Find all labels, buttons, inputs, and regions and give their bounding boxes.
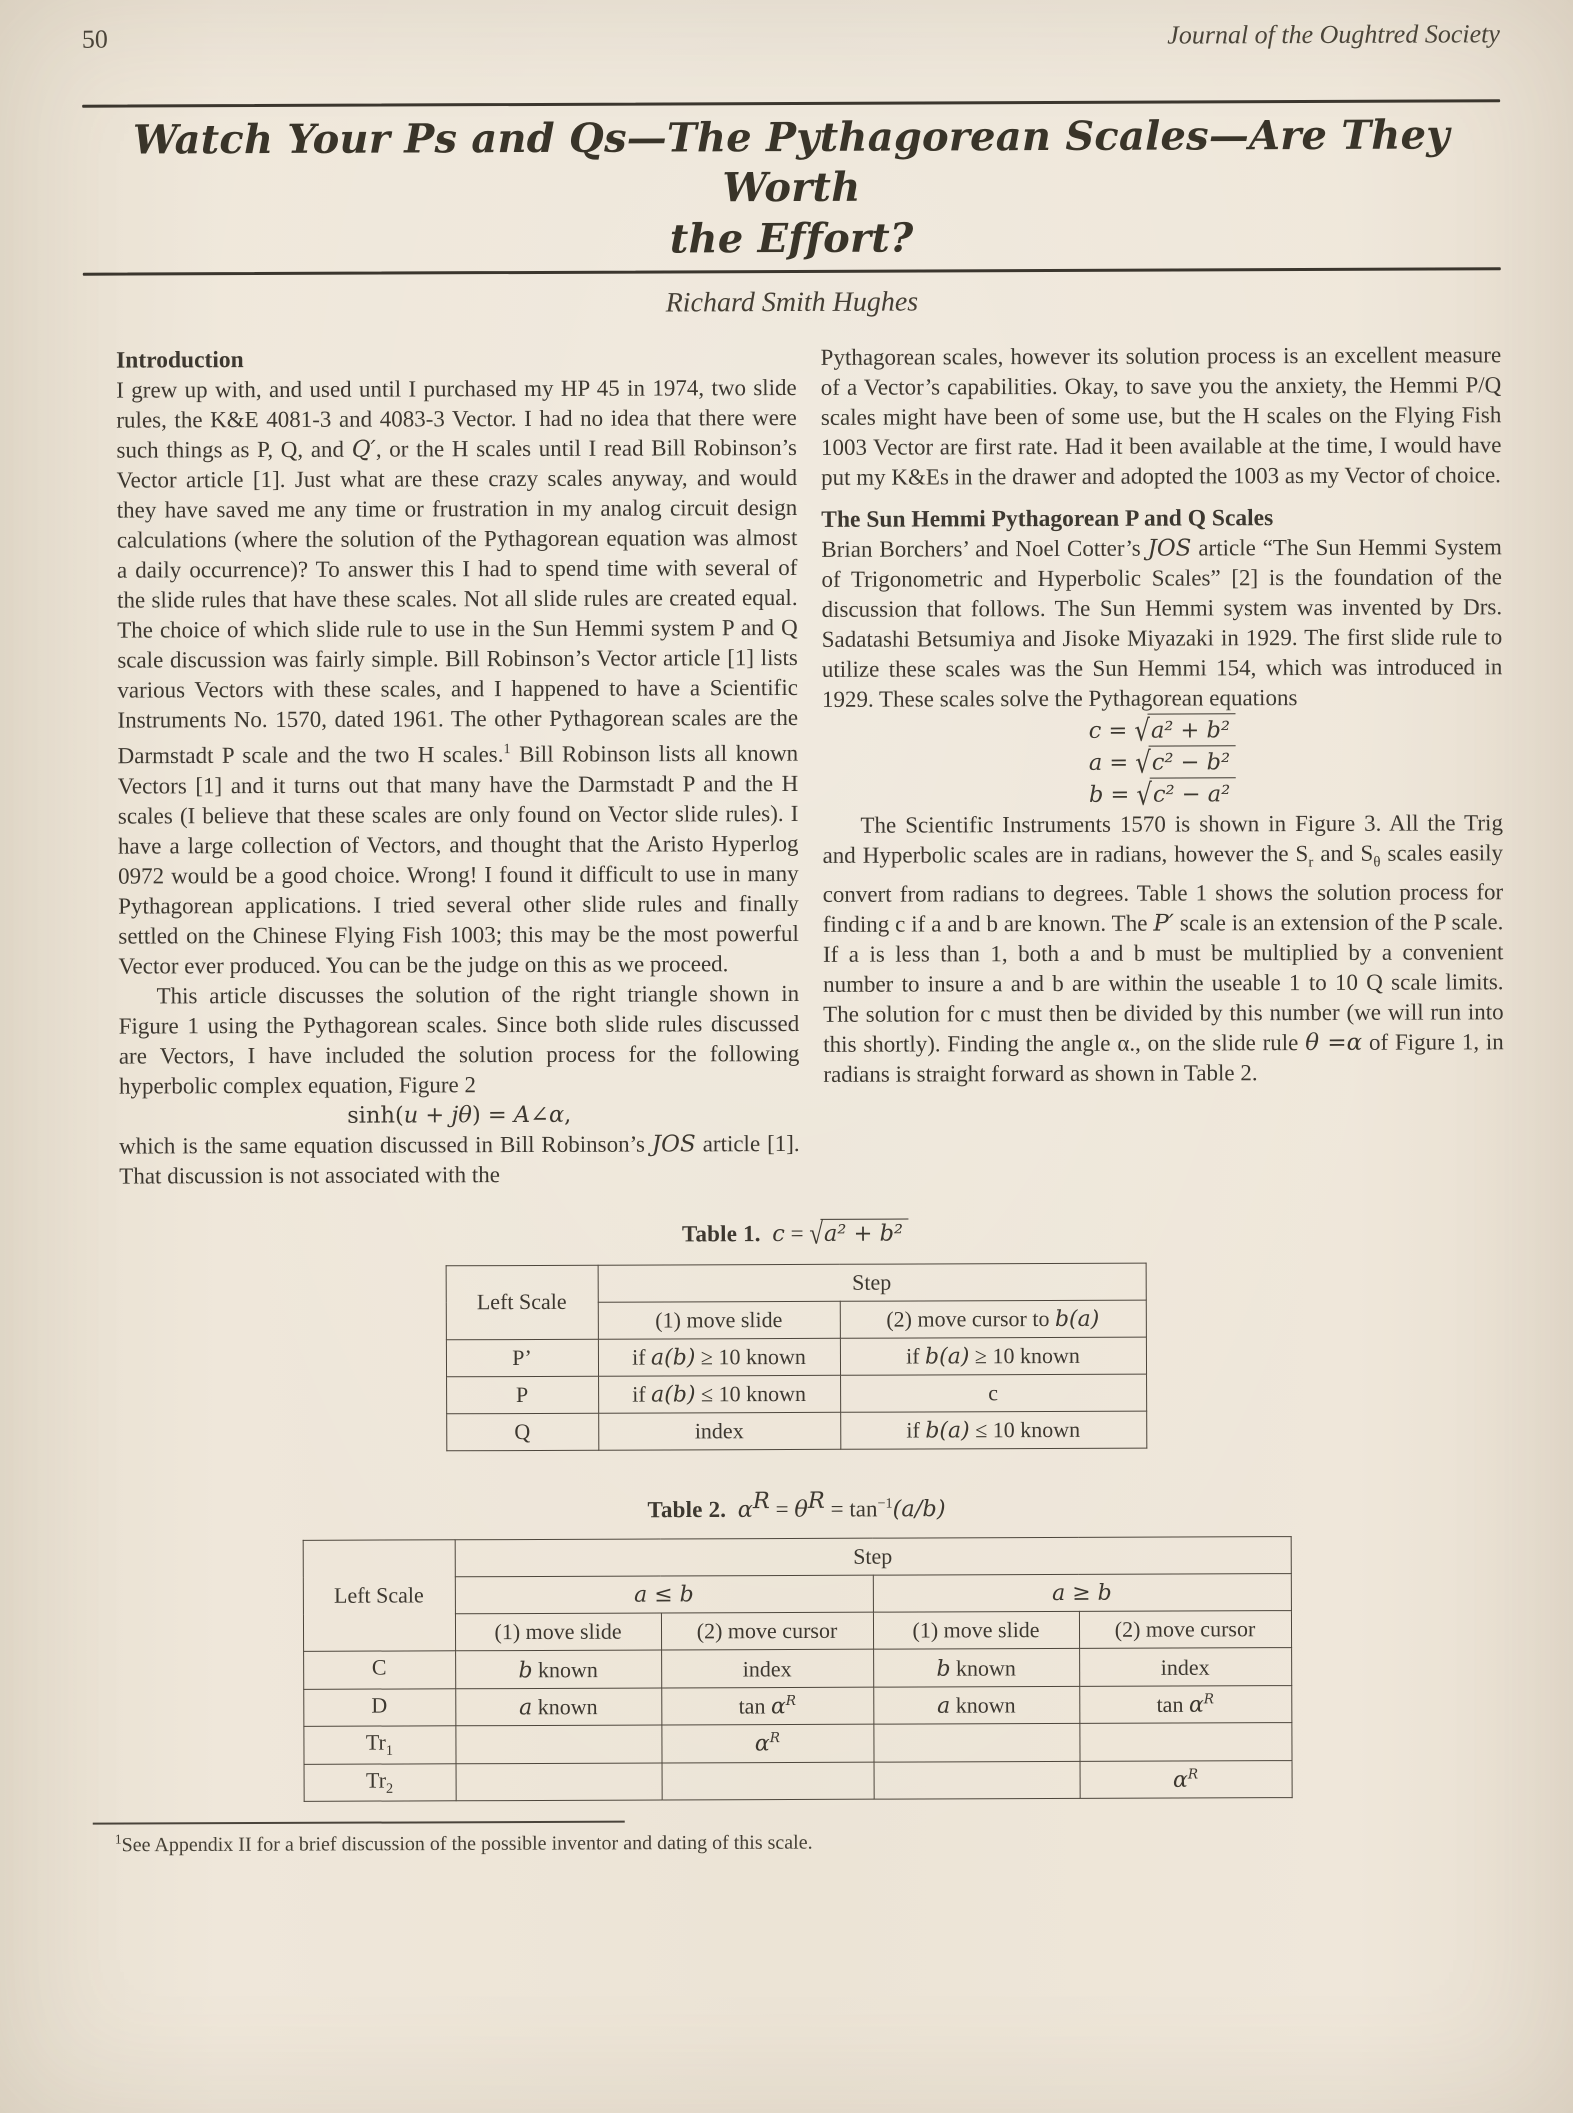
math-var-p-prime: P′	[1153, 910, 1175, 937]
table-cell-scale: $Tr_1$	[303, 1726, 455, 1764]
table-cell: index	[661, 1650, 873, 1688]
table-cell-scale: P’	[446, 1339, 598, 1377]
journal-abbrev: JOS	[1147, 535, 1192, 562]
table2-block	[87, 1485, 1506, 1803]
title-line-2: the Effort?	[669, 214, 914, 263]
math-var: α	[737, 1496, 753, 1523]
display-equation-sinh	[119, 1099, 800, 1132]
table2-step-header: Step	[455, 1537, 1291, 1577]
table2-caption	[87, 1485, 1505, 1525]
footnote-reference: 1	[503, 741, 511, 758]
subscript-theta: θ	[1373, 854, 1381, 871]
text-segment: scale is an extension of the P scale. If a is less than 1, both a and b must be multiplied by a convenient number to insure a and b are within the useable 1 to 10 Q scale limits. The solution for c must then be divided by this number (we will run into this shortly). Finding the angle α., on the slide rule	[822, 909, 1504, 1057]
right-column	[821, 340, 1505, 1188]
square-root	[1135, 744, 1236, 781]
equation-segment: ) =	[471, 1101, 514, 1129]
math-var: u + jθ	[403, 1102, 472, 1129]
text-segment: Brian Borchers’ and Noel Cotter’s	[821, 535, 1148, 563]
square-root	[1134, 712, 1236, 749]
footnote-text: See Appendix II for a brief discussion of the possible inventor and dating of this scale.	[121, 1831, 813, 1857]
continuation-paragraph: Pythagorean scales, however its solution process is an excellent measure of a Vector’s capabilities. Okay, to save you the anxiety, the Hemmi P/Q scales might have been of some use, but the H scales on the Flying Fish 1003 Vector are first rate. Had it been available at the time, I would have put my K&Es in the drawer and adopted the 1003 as my Vector of choice.	[820, 342, 1502, 491]
table1-caption	[86, 1216, 1504, 1250]
table-cell	[873, 1724, 1079, 1762]
table2-subheader: (2) move cursor	[661, 1613, 873, 1651]
table-row	[303, 1537, 1291, 1578]
equation-segment: = tan	[824, 1496, 878, 1522]
equals-sign: =	[1101, 717, 1135, 744]
table1-corner-header: Left Scale	[446, 1265, 598, 1340]
radicand: c² − a²	[1150, 777, 1236, 809]
table-cell: $\alpha^R$	[1080, 1760, 1292, 1798]
table1-subheader-move-slide: (1) move slide	[598, 1301, 840, 1339]
text-segment: (2) move cursor to	[886, 1305, 1055, 1332]
text-segment: article “The Sun Hemmi System of Trigonometric and Hyperbolic Scales” [2] is the foundation of the discussion that follows. The Sun Hemmi system was invented by Drs. Sadatashi Betsumiya and Jisoke Miyazaki in 1929. The first slide rule to utilize these scales was the Sun Hemmi 154, which was introduced in 1929. These scales solve the Pythagorean equations	[821, 534, 1503, 713]
title-rule-bottom	[83, 267, 1501, 275]
table-cell: index	[598, 1412, 840, 1450]
table1-step-header: Step	[598, 1263, 1146, 1302]
display-equation-b	[822, 776, 1503, 811]
table-cell: if b(a) ≥ 10 known	[840, 1337, 1146, 1375]
equation-segment: sinh(	[347, 1102, 404, 1129]
table-cell-scale: D	[303, 1689, 455, 1727]
square-root	[809, 1217, 909, 1251]
math-var: b(a)	[1054, 1306, 1100, 1332]
intro-paragraph	[116, 373, 799, 981]
table-cell: b known	[455, 1650, 661, 1688]
table2-corner-header: Left Scale	[303, 1540, 455, 1652]
table-row	[303, 1685, 1291, 1726]
display-equation-a	[822, 744, 1503, 779]
equals-sign: =	[1103, 781, 1137, 808]
math-var: (a/b)	[892, 1495, 946, 1523]
article-title	[82, 110, 1501, 267]
radical-sign: √	[1136, 776, 1153, 813]
table2-subheader: (2) move cursor	[1079, 1611, 1291, 1649]
text-segment: scales easily convert from radians to degrees. Table 1 shows the solution process for finding c if a and b are known. The	[822, 840, 1504, 937]
math-var: b	[1088, 781, 1104, 809]
article-scope-paragraph: This article discusses the solution of the right triangle shown in Figure 1 using the Pythagorean scales. Since both slide rules discussed are Vectors, I have included the solution process for the following hyperbolic complex equation, Figure 2	[118, 980, 800, 1099]
table2-case-a-le-b: a ≤ b	[455, 1576, 873, 1615]
table2-case-a-ge-b: a ≥ b	[873, 1574, 1291, 1613]
left-column	[116, 343, 800, 1191]
equation-segment: ,	[564, 1101, 572, 1128]
table-cell	[456, 1763, 662, 1801]
superscript-r: R	[807, 1487, 825, 1514]
text-segment: of Figure 1, in radians is straight forward as shown in Table 2.	[823, 1029, 1504, 1087]
superscript-r: R	[752, 1487, 770, 1514]
display-equation-c	[822, 712, 1503, 747]
table-cell: a known	[455, 1688, 661, 1726]
table-row	[446, 1263, 1146, 1303]
table2	[302, 1537, 1292, 1802]
table-row	[446, 1411, 1146, 1451]
title-line-1: Watch Your Ps and Qs—The Pythagorean Scales—Are They Worth	[132, 111, 1450, 212]
table-cell: a known	[873, 1686, 1079, 1724]
equals-sign: =	[784, 1220, 810, 1246]
table2-caption-label: Table 2.	[647, 1496, 727, 1523]
radical-sign: √	[1134, 712, 1151, 749]
radical-sign: √	[809, 1217, 824, 1251]
square-root	[1136, 776, 1236, 813]
text-segment: Bill Robinson lists all known Vectors [1] and it turns out that many have the Darmstadt P and the H scales (I believe that these scales are only found on Vector slide rules). I have a large collection of Vectors, and thought that the Aristo Hyperlog 0972 would be a good choice. Wrong! I found it difficult to use in many Pythagorean applications. I tried several other slide rules and finally settled on the Chinese Flying Fish 1003; this may be the most powerful Vector ever produced. You can be the judge on this as we proceed.	[117, 740, 799, 979]
table-cell: if a(b) ≤ 10 known	[598, 1375, 840, 1413]
footnote-marker: 1	[114, 1831, 122, 1847]
page-number: 50	[81, 24, 108, 54]
scales-usage-paragraph	[822, 808, 1504, 1089]
journal-name: Journal of the Oughtred Society	[1167, 19, 1500, 50]
table-cell-scale: $Tr_2$	[304, 1763, 456, 1801]
text-segment: , or the H scales until I read Bill Robinson’s Vector article [1]. Just what are these crazy scales anyway, and would they have saved me any time or frustration in my analog circuit design calculations (where the solution of the Pythagorean equation was almost a daily occurrence)? To answer this I had to spend time with several of the slide rules that have these scales. Not all slide rules are created equal. The choice of which slide rule to use in the Sun Hemmi system P and Q scale discussion was fairly simple. Bill Robinson’s Vector article [1] lists various Vectors with these scales, and I happened to have a Scientific Instruments No. 1570, dated 1961. The other Pythagorean scales are the Darmstadt P scale and the two H scales.	[116, 435, 799, 769]
table-row	[303, 1648, 1291, 1689]
radicand: a² + b²	[821, 1218, 909, 1246]
author-name: Richard Smith Hughes	[665, 286, 919, 319]
math-var: A∠α	[513, 1101, 565, 1128]
math-var: c	[1088, 717, 1102, 745]
table-cell: c	[840, 1374, 1146, 1412]
table1-caption-label: Table 1.	[681, 1220, 761, 1247]
table-cell-scale: C	[303, 1651, 455, 1689]
section-heading-introduction: Introduction	[116, 347, 244, 374]
table-row	[446, 1374, 1146, 1414]
footnote-block	[89, 1817, 1507, 1857]
table-cell	[662, 1762, 874, 1800]
table-row	[303, 1723, 1291, 1764]
table-cell	[455, 1725, 661, 1763]
text-segment: which is the same equation discussed in Bill Robinson’s	[119, 1131, 652, 1159]
footnote-rule	[93, 1821, 625, 1825]
table-cell	[1079, 1723, 1291, 1761]
title-rule-top	[82, 99, 1500, 107]
table-cell: b known	[873, 1649, 1079, 1687]
table-cell: $\tan \alpha^R$	[1079, 1685, 1291, 1723]
superscript-inverse: −1	[877, 1495, 893, 1512]
table1-subheader-move-cursor	[840, 1300, 1146, 1338]
section-heading-hemmi-scales: The Sun Hemmi Pythagorean P and Q Scales	[821, 505, 1274, 534]
math-var-theta-alpha: θ =α	[1305, 1029, 1363, 1056]
page-header	[82, 19, 1500, 54]
text-segment: and S	[1313, 840, 1374, 867]
subscript-r: r	[1308, 854, 1314, 871]
table-cell	[874, 1761, 1080, 1799]
table-cell: index	[1079, 1648, 1291, 1686]
text-segment: article [1]. That discussion is not associated with the	[119, 1130, 800, 1189]
table1	[445, 1262, 1147, 1451]
table-cell: if a(b) ≥ 10 known	[598, 1338, 840, 1376]
table-row	[446, 1337, 1146, 1377]
journal-abbrev: JOS	[651, 1131, 696, 1158]
equals-sign: =	[769, 1496, 795, 1522]
table2-subheader: (1) move slide	[455, 1613, 661, 1651]
equals-sign: =	[1102, 749, 1136, 776]
math-var: c	[772, 1220, 785, 1247]
article-columns	[116, 340, 1504, 1191]
hemmi-history-paragraph	[821, 532, 1502, 715]
math-var-q-prime: Q′	[351, 436, 376, 463]
table-cell: $\alpha^R$	[661, 1724, 873, 1762]
math-var: θ	[794, 1496, 808, 1523]
table1-block	[86, 1216, 1505, 1452]
table-cell-scale: Q	[446, 1413, 598, 1451]
footnote	[89, 1826, 1507, 1857]
table-cell: $\tan \alpha^R$	[661, 1687, 873, 1725]
math-var: a	[1088, 749, 1103, 777]
radical-sign: √	[1135, 744, 1151, 781]
equation-discussion-paragraph	[119, 1129, 800, 1192]
table2-subheader: (1) move slide	[873, 1612, 1079, 1650]
table-cell: if b(a) ≤ 10 known	[840, 1411, 1146, 1449]
text-segment: I grew up with, and used until I purchased my HP 45 in 1974, two slide rules, the K&E 4081-3 and 4083-3 Vector. I had no idea that there were such things as P, Q, and	[116, 375, 797, 463]
table-cell-scale: P	[446, 1376, 598, 1414]
table-row	[304, 1760, 1292, 1801]
radicand: a² + b²	[1148, 713, 1236, 745]
text-segment: The Scientific Instruments 1570 is shown in Figure 3. All the Trig and Hyperbolic scales are in radians, however the S	[822, 810, 1503, 869]
radicand: c² − b²	[1149, 745, 1236, 777]
